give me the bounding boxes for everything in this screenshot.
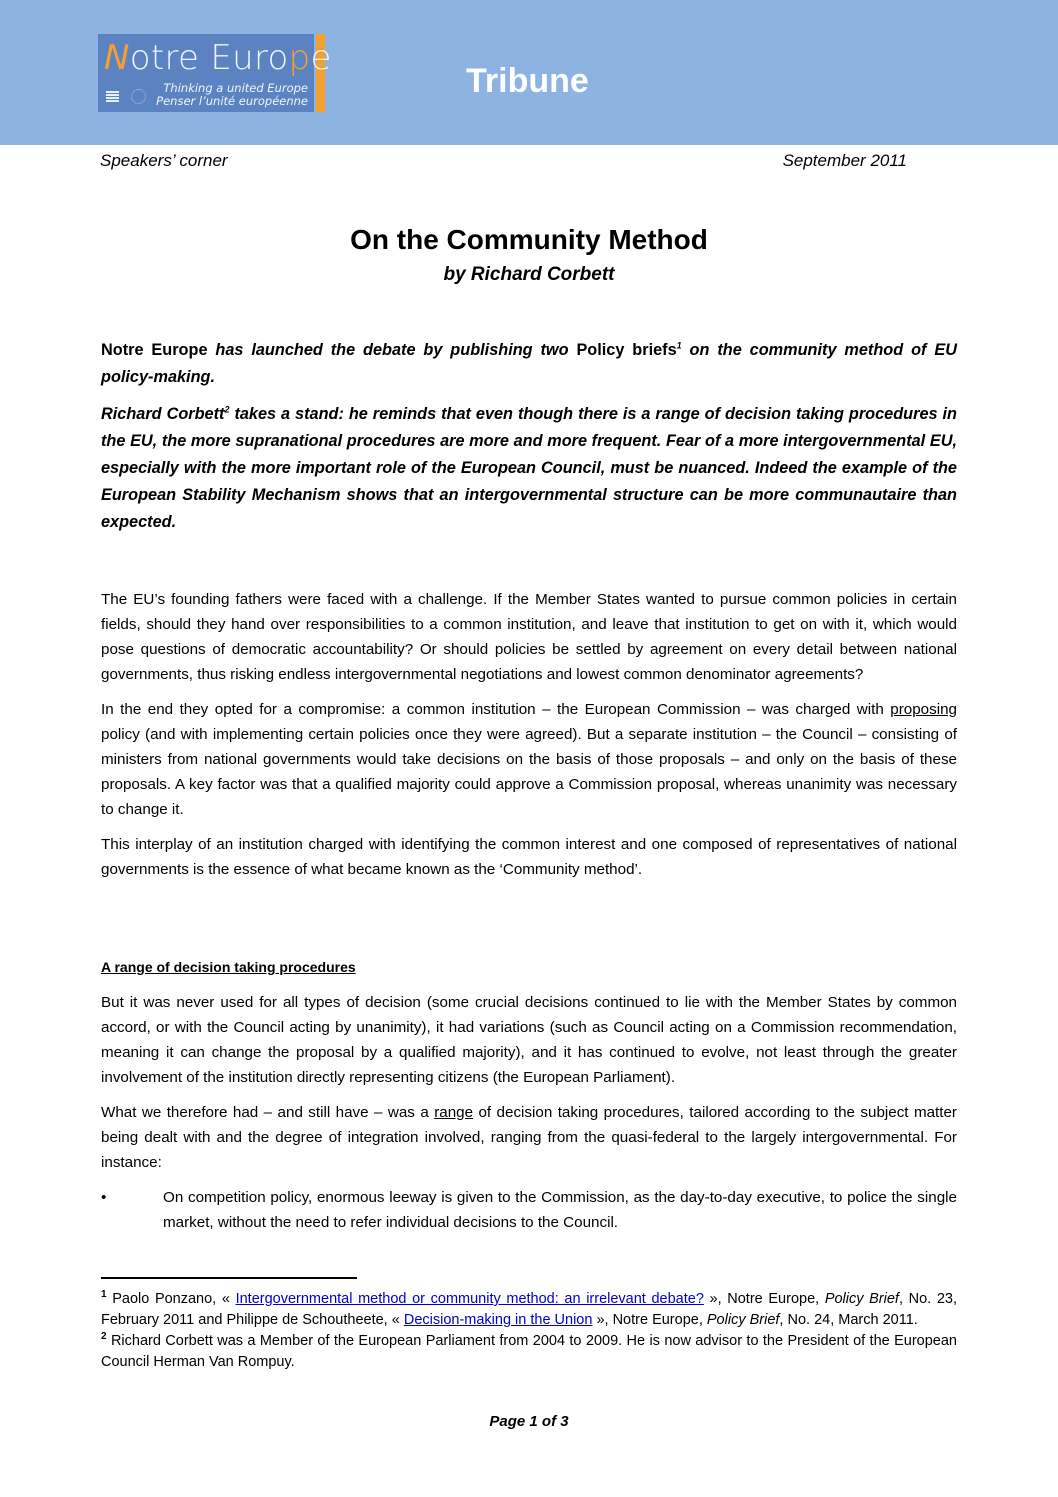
page-number: Page 1 of 3 — [489, 1413, 569, 1430]
footnote-number: 1 — [101, 1289, 107, 1301]
body-paragraph: The EU’s founding fathers were faced with a challenge. If the Member States wanted to pursue common policies in certain fields, should they hand over responsibilities to a common institution, and leave that institution to get on with it, which would pose questions of democratic accountability? Or should policies be settled by agreement on every detail between national governments, thus risking endless intergovernmental negotiations and lowest common denominator agreements? — [101, 591, 957, 683]
lead-paragraph — [101, 337, 957, 391]
emphasis: proposing — [890, 701, 957, 718]
footnote-ref-2[interactable]: 2 — [224, 404, 230, 415]
text: Policy Brief — [824, 1291, 899, 1307]
lead-section — [101, 337, 957, 546]
section-title: Tribune — [466, 62, 589, 100]
bullet-icon: • — [101, 1189, 107, 1206]
text: », Notre Europe, — [703, 1291, 825, 1307]
body-paragraph — [101, 697, 957, 822]
text: policy (and with implementing certain policies once they were agreed). But a separate institution – the Council – consisting of ministers from national governments would take decisions on the basis of those proposals – and only on the basis of these proposals. A key factor was that a qualified majority could approve a Commission proposal, whereas unanimity was necessary to change it. — [101, 726, 957, 818]
text: of decision taking procedures, tailored according to the subject matter being dealt with and the degree of integration involved, ranging from the quasi-federal to the largely intergovernmental. For instance: — [101, 1104, 957, 1171]
text: In the end they opted for a compromise: a common institution – the European Commission – was charged with — [101, 701, 891, 718]
lead-author: Richard Corbett — [101, 405, 225, 423]
footnote-ref-1[interactable]: 1 — [676, 340, 682, 351]
lead-text: has launched the debate by publishing two — [207, 341, 577, 359]
text: What we therefore had – and still have – was a — [101, 1104, 435, 1121]
footnote-1 — [101, 1289, 957, 1331]
article-title: On the Community Method — [350, 224, 708, 255]
logo-text-end: e — [310, 38, 332, 78]
logo-letter-p: p — [288, 38, 311, 78]
tagline-en: Thinking a united Europe — [163, 81, 308, 95]
section-heading: A range of decision taking procedures — [101, 959, 356, 975]
logo-text: otre Euro — [129, 38, 289, 78]
lead-text: takes a stand: he reminds that even though there is a range of decision taking procedures in the EU, the more supranational procedures are more and more frequent. Fear of a more intergovernmental EU, especially with the more important role of the European Council, must be nuanced. Indeed the example of the European Stability Mechanism shows that an intergovernmental structure can be more communautaire than expected. — [101, 405, 957, 531]
logo-letter-n: N — [104, 38, 130, 78]
lead-paragraph — [101, 401, 957, 536]
policy-brief-link-2[interactable]: Decision-making in the Union — [403, 1312, 593, 1328]
list-item — [101, 1185, 957, 1235]
text: Paolo Ponzano, « — [106, 1291, 236, 1307]
text: , No. 23, February 2011 and Philippe de Schoutheete, « — [101, 1291, 957, 1328]
list-item-text: On competition policy, enormous leeway is given to the Commission, as the day-to-day executive, to police the single market, without the need to refer individual decisions to the Council. — [163, 1189, 957, 1231]
logo-title — [104, 38, 332, 78]
lead-org: Notre Europe — [101, 341, 208, 359]
policy-brief-link-1[interactable]: Intergovernmental method or community method: an irrelevant debate? — [235, 1291, 704, 1307]
body-section-1 — [101, 587, 957, 892]
footnotes — [101, 1289, 957, 1373]
text: Policy Brief — [706, 1312, 780, 1328]
lead-text: on the community method of EU policy-making. — [101, 341, 957, 386]
footnote-number: 2 — [101, 1331, 107, 1343]
text: », Notre Europe, — [592, 1312, 707, 1328]
footnote-2 — [101, 1331, 957, 1373]
article-byline: by Richard Corbett — [443, 264, 615, 285]
emphasis: range — [434, 1104, 474, 1121]
text: Richard Corbett was a Member of the European Parliament from 2004 to 2009. He is now advisor to the President of the European Council Herman Van Rompuy. — [101, 1333, 957, 1370]
category-label: Speakers’ corner — [100, 151, 228, 170]
text: , No. 24, March 2011. — [779, 1312, 918, 1328]
date-label: September 2011 — [782, 151, 907, 170]
footnote-divider — [101, 1277, 357, 1279]
body-section-2 — [101, 955, 957, 1235]
lead-policy-briefs: Policy briefs — [576, 341, 677, 359]
body-paragraph — [101, 1100, 957, 1175]
body-paragraph: This interplay of an institution charged with identifying the common interest and one composed of representatives of national governments is the essence of what became known as the ‘Community method’. — [101, 836, 957, 878]
document-icon — [106, 91, 119, 103]
tagline-fr: Penser l’unité européenne — [156, 94, 308, 108]
body-paragraph: But it was never used for all types of decision (some crucial decisions continued to lie with the Member States by common accord, or with the Council acting by unanimity), it had variations (such as Council acting on a Commission recommendation, meaning it can change the proposal by a qualified majority), and it has continued to evolve, not least through the greater involvement of the institution directly representing citizens (the European Parliament). — [101, 994, 957, 1086]
logo-tagline — [136, 82, 308, 108]
